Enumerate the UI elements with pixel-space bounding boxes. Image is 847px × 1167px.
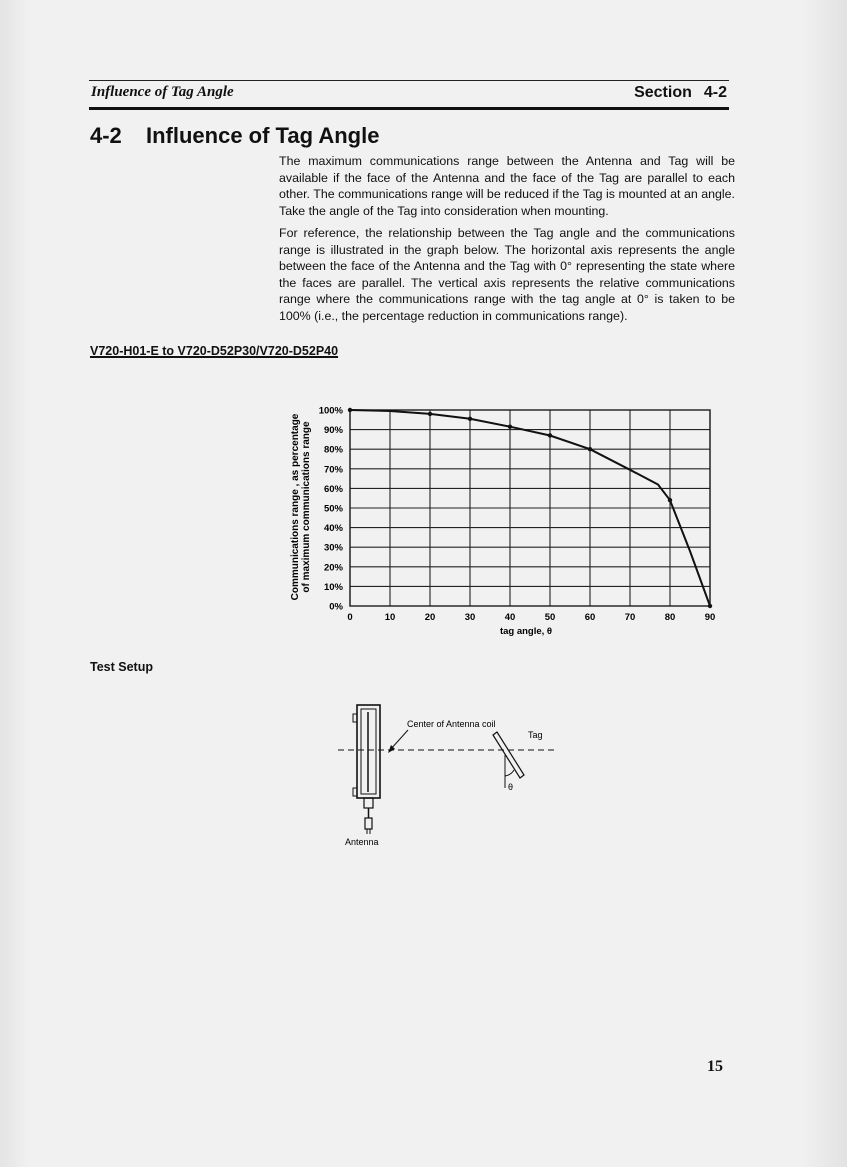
data-point xyxy=(548,433,552,437)
x-tick-label: 0 xyxy=(347,612,353,623)
page-header xyxy=(89,80,729,110)
y-tick-label: 40% xyxy=(323,523,343,535)
data-point xyxy=(708,604,712,608)
range-vs-angle-chart xyxy=(280,395,730,645)
x-tick-label: 60 xyxy=(584,612,596,623)
data-point xyxy=(508,424,512,428)
data-point xyxy=(428,412,432,416)
y-tick-label: 70% xyxy=(323,464,343,476)
y-axis-label-line1: Communications range , as percentage xyxy=(290,413,301,601)
data-point xyxy=(668,498,672,502)
page-title xyxy=(90,123,379,149)
x-tick-label: 80 xyxy=(664,612,676,623)
title-text: Influence of Tag Angle xyxy=(146,123,380,148)
y-tick-label: 10% xyxy=(323,581,343,593)
header-section-number: 4-2 xyxy=(703,84,727,101)
x-tick-label: 30 xyxy=(464,612,476,623)
antenna-label: Antenna xyxy=(345,837,379,847)
y-tick-label: 80% xyxy=(323,444,343,456)
y-axis-label-line2: of maximum communications range xyxy=(301,421,312,593)
x-tick-label: 20 xyxy=(424,612,436,623)
test-setup-heading: Test Setup xyxy=(90,660,153,674)
paragraph: The maximum communications range between the Antenna and Tag will be available if the face of the Antenna and the face of the Tag are parallel to each other. The communications range will be reduced if the Tag is mounted at an angle. Take the angle of the Tag into consideration when mounting. xyxy=(279,154,735,218)
y-tick-label: 60% xyxy=(323,483,343,495)
data-point xyxy=(468,417,472,421)
x-tick-label: 90 xyxy=(704,612,716,623)
antenna-drawing xyxy=(353,705,380,834)
x-tick-label: 70 xyxy=(624,612,636,623)
x-tick-label: 10 xyxy=(384,612,396,623)
tag-label: Tag xyxy=(528,730,543,740)
y-tick-label: 20% xyxy=(323,562,343,574)
center-of-coil-label: Center of Antenna coil xyxy=(407,719,496,729)
body-text xyxy=(279,153,735,330)
y-tick-label: 0% xyxy=(329,601,343,613)
data-point xyxy=(588,447,592,451)
x-axis-label: tag angle, θ xyxy=(499,626,553,637)
y-tick-label: 30% xyxy=(323,542,343,554)
header-section xyxy=(634,84,727,102)
theta-label: θ xyxy=(508,782,514,792)
header-section-label: Section xyxy=(634,84,692,101)
model-heading: V720-H01-E to V720-D52P30/V720-D52P40 xyxy=(90,344,339,358)
data-point xyxy=(348,408,352,412)
x-tick-label: 50 xyxy=(544,612,556,623)
paragraph: For reference, the relationship between the Tag angle and the communications range is illustrated in the graph below. The horizontal axis represents the angle between the face of the Antenna and the Tag with 0° representing the state where the faces are parallel. The vertical axis represents the relative communications range where the communications range with the tag angle at 0° is taken to be 100% (i.e., the percentage reduction in communications range). xyxy=(279,226,735,323)
header-chapter-title: Influence of Tag Angle xyxy=(91,84,234,100)
title-number: 4-2 xyxy=(90,123,122,148)
y-tick-label: 50% xyxy=(323,503,343,515)
x-tick-label: 40 xyxy=(504,612,516,623)
tag-drawing xyxy=(493,732,524,788)
test-setup-diagram xyxy=(330,700,570,850)
y-tick-label: 90% xyxy=(323,425,343,437)
page-number: 15 xyxy=(707,1058,723,1075)
y-tick-label: 100% xyxy=(318,405,343,417)
